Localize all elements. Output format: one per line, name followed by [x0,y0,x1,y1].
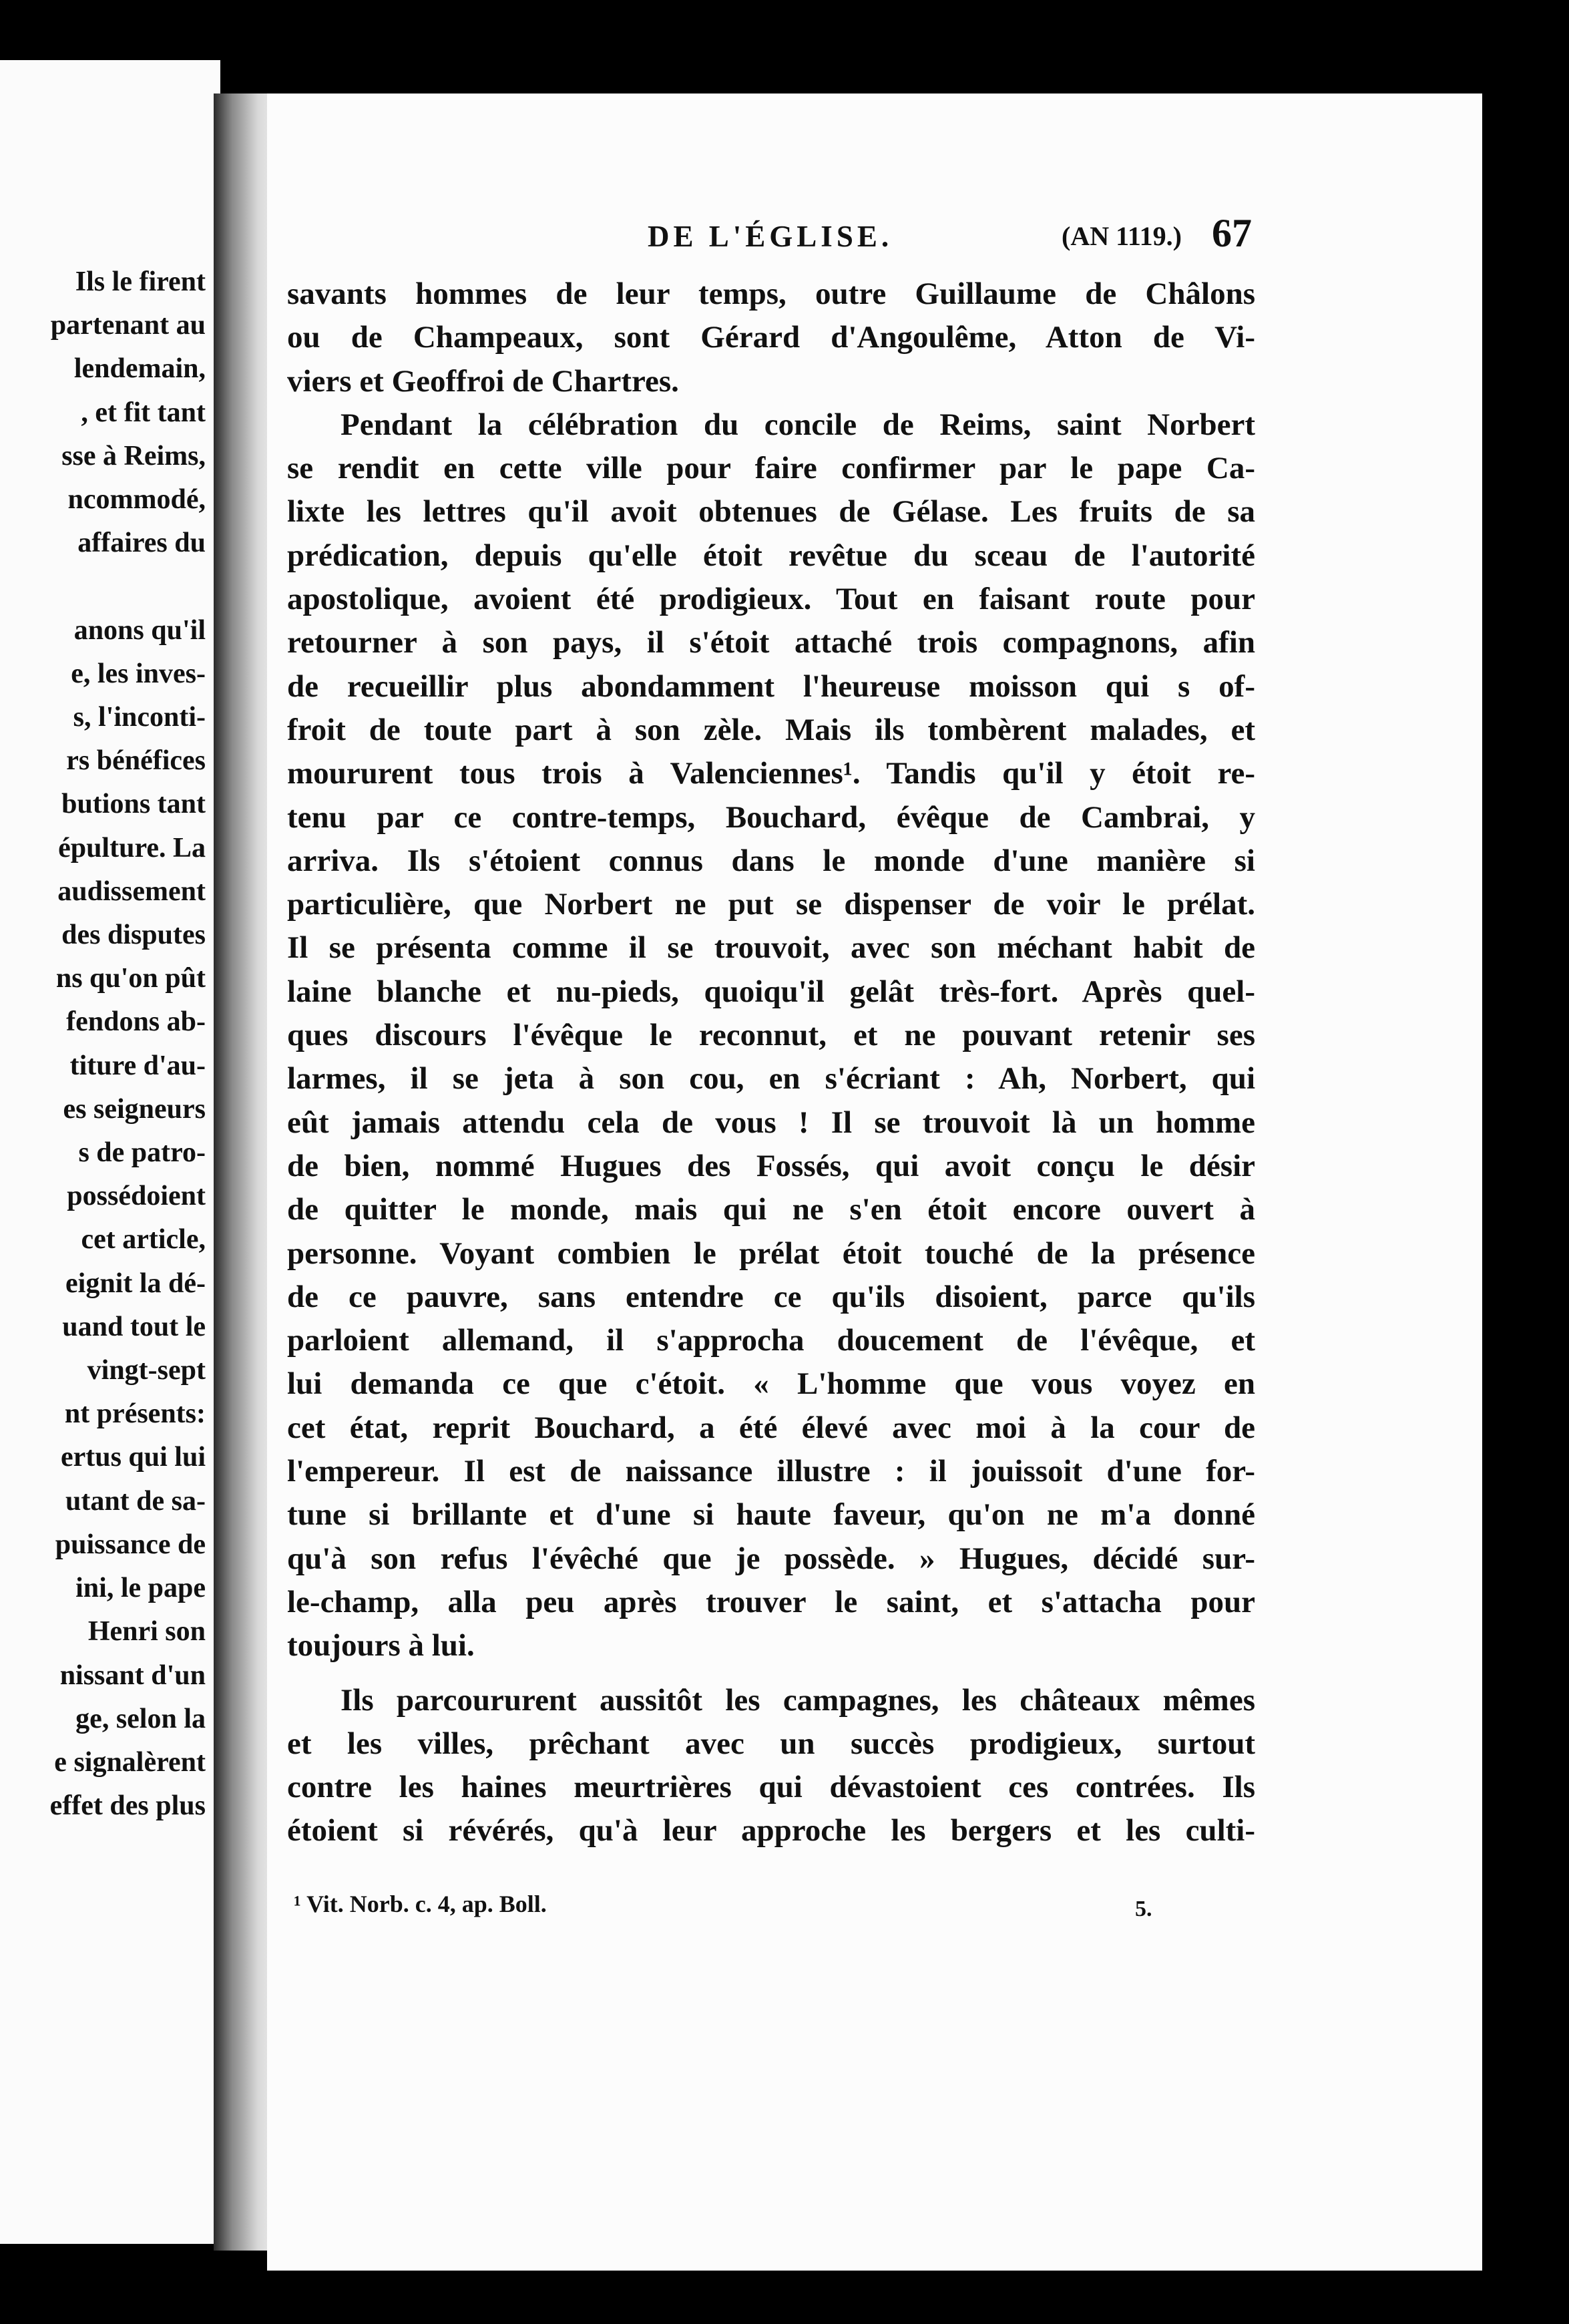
text-line: étoient si révérés, qu'à leur approche les bergers et les culti- [287,1813,1255,1849]
left-line: lendemain, [73,353,206,385]
text-line: le-champ, alla peu après trouver le saint, et s'attacha pour [287,1584,1255,1619]
text-line: l'empereur. Il est de naissance illustre : il jouissoit d'une for- [287,1454,1255,1489]
left-line: titure d'au- [69,1050,206,1081]
left-line: uand tout le [62,1311,206,1342]
left-line: cet article, [81,1224,206,1255]
running-year: (AN 1119.) [1062,221,1182,251]
left-line: des disputes [61,920,206,951]
running-head [374,120,1295,255]
text-line: apostolique, avoient été prodigieux. Tout en faisant route pour [287,582,1255,617]
left-line: sse à Reims, [61,440,206,471]
left-line [50,565,206,608]
text-line: arriva. Ils s'étoient connus dans le monde d'une manière si [287,843,1255,878]
left-line: es seigneurs [63,1093,206,1125]
left-line: vingt-sept [87,1355,206,1386]
text-line: particulière, que Norbert ne put se dispenser de voir le prélat. [287,887,1255,922]
body-text [287,272,1255,1853]
text-line: lui demanda ce que c'étoit. « L'homme que vous voyez en [287,1366,1255,1402]
text-line: de ce pauvre, sans entendre ce qu'ils disoient, parce qu'ils [287,1279,1255,1314]
signature-mark: 5. [1135,1897,1152,1921]
text-line: Pendant la célébration du concile de Reims, saint Norbert [341,407,1255,442]
page-number: 67 [1212,211,1252,255]
left-facing-page [0,60,220,2244]
left-line: affaires du [77,528,206,559]
running-title: DE L'ÉGLISE. [648,220,893,253]
left-line: partenant au [50,310,206,341]
text-line: tune si brillante et d'une si haute faveur, qu'on ne m'a donné [287,1497,1255,1533]
text-line: tenu par ce contre-temps, Bouchard, évêque de Cambrai, y [287,799,1255,835]
left-page-text [50,260,206,1828]
left-line: rs bénéfices [66,745,206,777]
text-line: eût jamais attendu cela de vous ! Il se trouvoit là un homme [287,1105,1255,1140]
text-line: ques discours l'évêque le reconnut, et ne pouvant retenir ses [287,1018,1255,1053]
footnote: ¹ Vit. Norb. c. 4, ap. Boll. [294,1891,547,1917]
text-line: toujours à lui. [287,1628,475,1664]
text-line: de quitter le monde, mais qui ne s'en étoit encore ouvert à [287,1192,1255,1227]
left-line: audissement [57,876,206,907]
left-line: effet des plus [49,1790,206,1822]
text-line: parloient allemand, il s'approcha doucement de l'évêque, et [287,1323,1255,1358]
text-line: se rendit en cette ville pour faire confirmer par le pape Ca- [287,451,1255,486]
text-line: retourner à son pays, il s'étoit attaché trois compagnons, afin [287,625,1255,660]
text-line: qu'à son refus l'évêché que je possède. » Hugues, décidé sur- [287,1541,1255,1576]
left-line: , et fit tant [81,397,206,428]
text-line: savants hommes de leur temps, outre Guillaume de Châlons [287,276,1255,311]
left-line: ge, selon la [75,1703,206,1734]
left-line: puissance de [55,1529,206,1560]
left-line: ncommodé, [67,484,206,516]
text-line: cet état, reprit Bouchard, a été élevé avec moi à la cour de [287,1410,1255,1445]
left-line: anons qu'il [73,614,206,646]
left-line: e signalèrent [54,1746,206,1778]
text-line: Ils parcoururent aussitôt les campagnes, les châteaux mêmes [341,1682,1255,1718]
left-line: Henri son [87,1616,206,1648]
left-line: s de patro- [78,1137,206,1169]
text-line: contre les haines meurtrières qui dévastoient ces contrées. Ils [287,1770,1255,1805]
left-line: eignit la dé- [65,1268,206,1299]
text-line: viers et Geoffroi de Chartres. [287,363,679,399]
text-line: froit de toute part à son zèle. Mais ils tombèrent malades, et [287,712,1255,747]
left-line: possédoient [67,1181,206,1212]
text-line: larmes, il se jeta à son cou, en s'écriant : Ah, Norbert, qui [287,1061,1255,1097]
text-line: Il se présenta comme il se trouvoit, avec son méchant habit de [287,930,1255,966]
text-line: de recueillir plus abondamment l'heureuse moisson qui s of- [287,668,1255,704]
text-line: moururent tous trois à Valenciennes¹. Tandis qu'il y étoit re- [287,756,1255,791]
text-line: personne. Voyant combien le prélat étoit touché de la présence [287,1235,1255,1271]
text-line: prédication, depuis qu'elle étoit revêtue du sceau de l'autorité [287,538,1255,573]
left-line: nissant d'un [59,1660,206,1691]
text-line: et les villes, prêchant avec un succès prodigieux, surtout [287,1726,1255,1761]
text-line: laine blanche et nu-pieds, quoiqu'il gelât très-fort. Après quel- [287,974,1255,1009]
text-line: lixte les lettres qu'il avoit obtenues de Gélase. Les fruits de sa [287,494,1255,530]
left-line: s, l'inconti- [73,702,206,733]
left-line: Ils le firent [75,266,206,297]
left-line: e, les inves- [71,658,206,689]
left-line: ertus qui lui [60,1442,206,1473]
left-line: ini, le pape [75,1573,206,1604]
left-line: butions tant [61,789,206,820]
left-line: utant de sa- [65,1485,206,1517]
left-line: ns qu'on pût [55,963,206,994]
left-line: épulture. La [58,832,206,863]
text-line: ou de Champeaux, sont Gérard d'Angoulême, Atton de Vi- [287,320,1255,355]
text-line: de bien, nommé Hugues des Fossés, qui avoit conçu le désir [287,1148,1255,1183]
left-line: fendons ab- [66,1006,206,1038]
left-line: nt présents: [64,1398,206,1430]
